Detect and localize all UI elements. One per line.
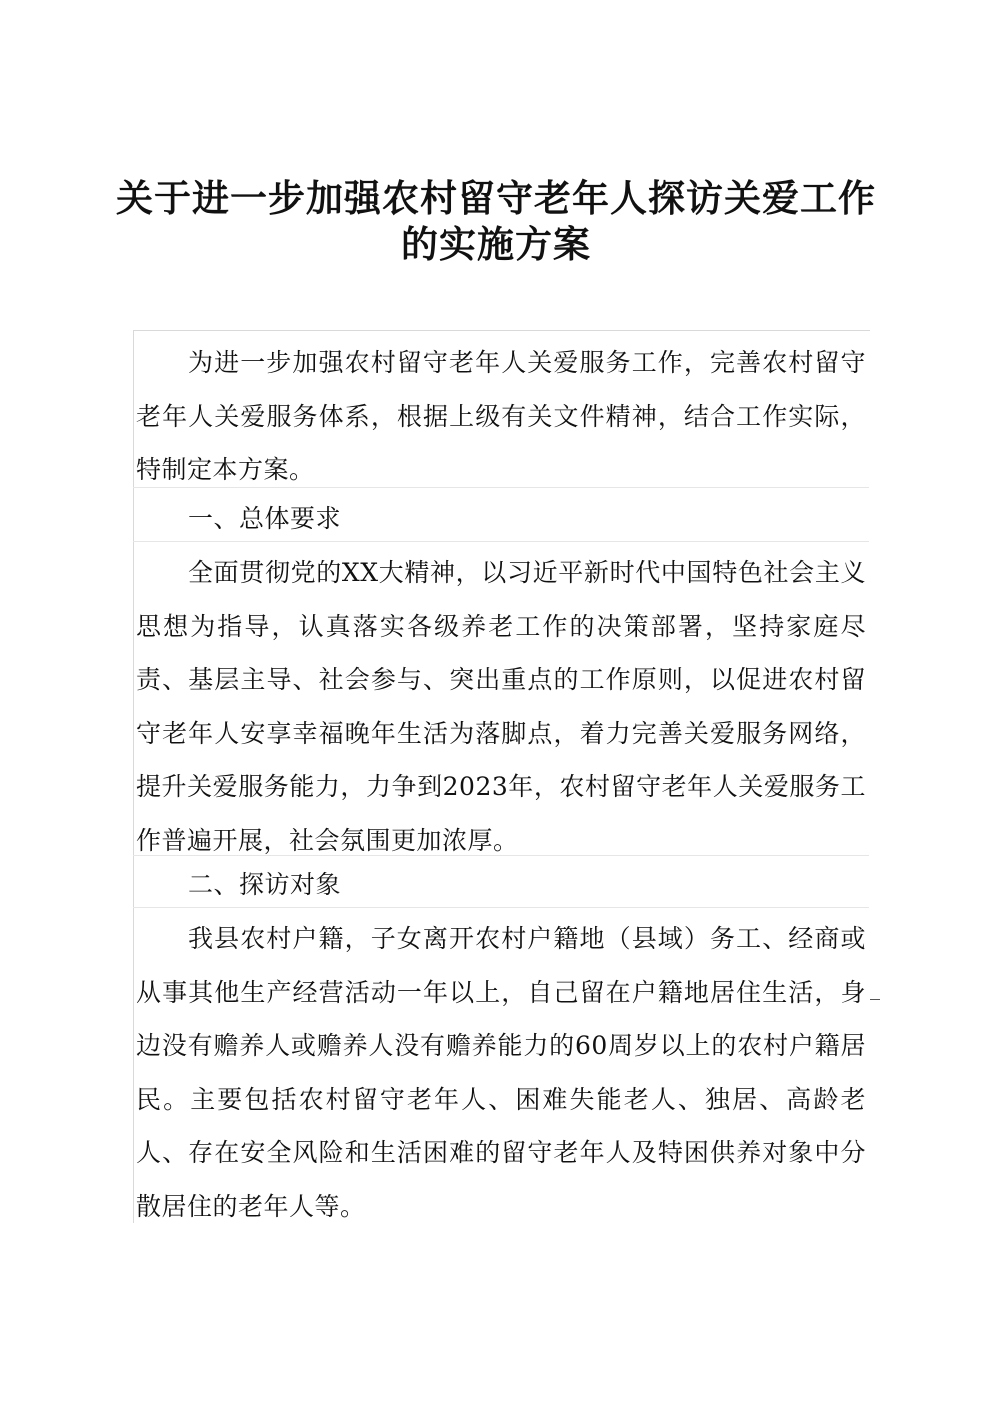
paragraph-divider xyxy=(133,541,869,542)
document-title-line-1: 关于进一步加强农村留守老年人探访关爱工作 xyxy=(116,177,876,220)
paragraph-divider xyxy=(133,855,869,856)
section-body-requirements: 全面贯彻党的XX大精神，以习近平新时代中国特色社会主义思想为指导，认真落实各级养老工作的决策部署，坚持家庭尽责、基层主导、社会参与、突出重点的工作原则，以促进农村留守老年人安享幸福晚年生活为落脚点，着力完善关爱服务网络，提升关爱服务能力，力争到2023年，农村留守老年人关爱服务工作普遍开展，社会氛围更加浓厚。 xyxy=(136,558,866,855)
intro-paragraph: 为进一步加强农村留守老年人关爱服务工作，完善农村留守老年人关爱服务体系，根据上级有关文件精神，结合工作实际，特制定本方案。 xyxy=(136,348,866,484)
document-title-line-2: 的实施方案 xyxy=(401,223,591,266)
section-body-visit-targets: 我县农村户籍，子女离开农村户籍地（县域）务工、经商或从事其他生产经营活动一年以上，自己留在户籍地居住生活，身边没有赡养人或赡养人没有赡养能力的60周岁以上的农村户籍居民。主要包括农村留守老年人、困难失能老人、独居、高龄老人、存在安全风险和生活困难的留守老年人及特困供养对象中分散居住的老年人等。 xyxy=(136,924,866,1221)
margin-mark xyxy=(870,999,880,1000)
section-heading-visit-targets: 二、探访对象 xyxy=(188,870,342,899)
section-heading-requirements: 一、总体要求 xyxy=(188,504,342,533)
paragraph-divider xyxy=(133,487,869,488)
paragraph-divider xyxy=(133,907,869,908)
document-title xyxy=(0,176,992,268)
